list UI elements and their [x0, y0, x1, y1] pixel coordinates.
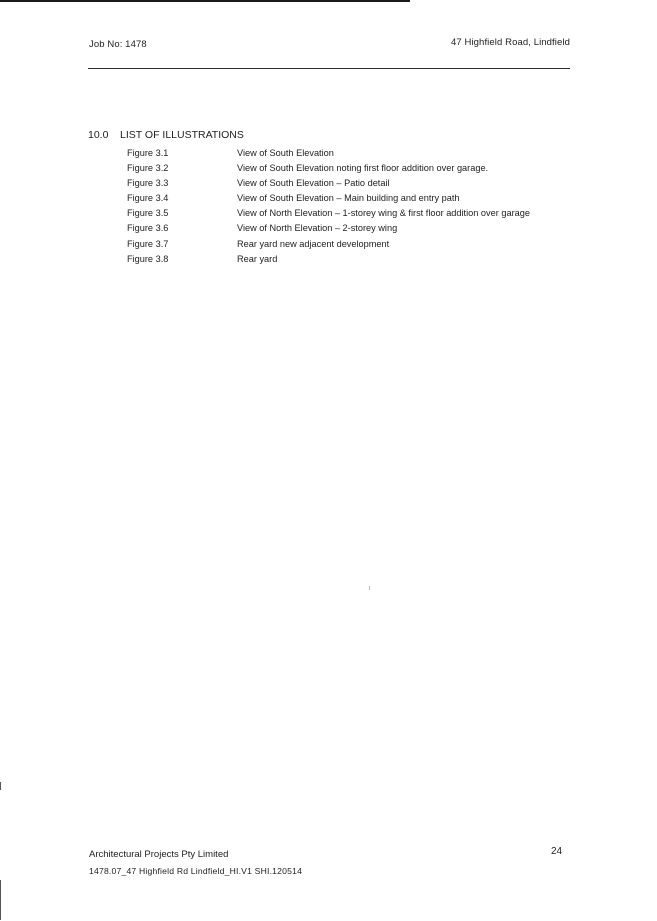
list-item [127, 221, 530, 236]
scan-edge-line [0, 0, 410, 2]
figure-label: Figure 3.8 [127, 253, 169, 264]
figure-caption: View of South Elevation [237, 148, 334, 158]
figure-label: Figure 3.2 [127, 163, 169, 174]
figure-label: Figure 3.6 [127, 223, 169, 234]
project-address: 47 Highfield Road, Lindfield [451, 37, 570, 48]
figure-label: Figure 3.3 [127, 178, 169, 189]
list-item [127, 161, 530, 176]
page-number: 24 [551, 846, 563, 857]
figure-caption: View of South Elevation – Main building and entry path [237, 193, 460, 204]
company-name: Architectural Projects Pty Limited [89, 849, 229, 860]
section-number: 10.0 [88, 129, 109, 141]
figure-caption: Rear yard new adjacent development [237, 238, 390, 249]
figure-label: Figure 3.5 [127, 208, 169, 219]
illustrations-list [127, 146, 530, 267]
list-item [127, 252, 530, 267]
section-title: LIST OF ILLUSTRATIONS [120, 129, 244, 141]
figure-caption: View of South Elevation – Patio detail [237, 178, 390, 189]
list-item [127, 237, 530, 252]
figure-label: Figure 3.7 [127, 238, 169, 249]
scan-speck [369, 586, 370, 590]
list-item [127, 191, 530, 206]
list-item [127, 146, 530, 161]
figure-caption: View of South Elevation noting first floor addition over garage. [237, 163, 489, 174]
figure-caption: Rear yard [237, 253, 278, 264]
section-heading [88, 129, 244, 141]
list-item [127, 176, 530, 191]
figure-label: Figure 3.4 [127, 193, 169, 204]
figure-label: Figure 3.1 [127, 148, 169, 158]
header-divider [88, 68, 570, 69]
scan-margin-mark [0, 782, 1, 790]
file-reference: 1478.07_47 Highfield Rd Lindfield_HI.V1 SHI.120514 [89, 866, 303, 876]
scan-margin-mark [0, 880, 1, 920]
figure-caption: View of North Elevation – 2-storey wing [237, 223, 398, 234]
figure-caption: View of North Elevation – 1-storey wing & first floor addition over garage [237, 208, 530, 219]
list-item [127, 206, 530, 221]
job-number: Job No: 1478 [89, 39, 147, 50]
